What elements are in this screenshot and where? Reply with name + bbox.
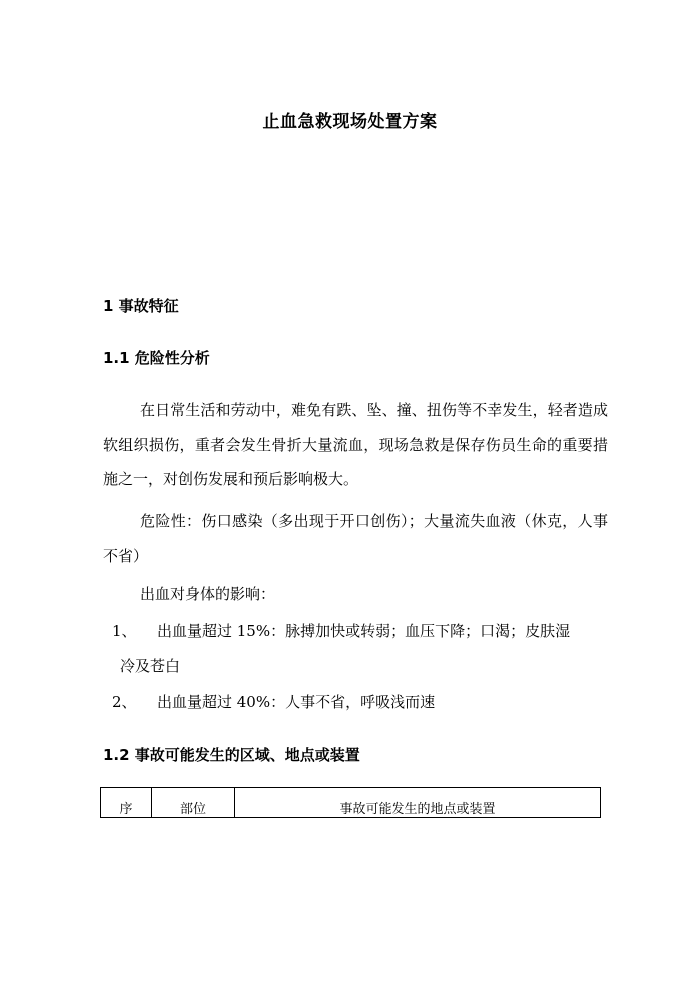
section-1-2-heading: 1.2 事故可能发生的区域、地点或装置 <box>103 746 360 764</box>
hazard-analysis-paragraph: 在日常生活和劳动中，难免有跌、坠、撞、扭伤等不幸发生，轻者造成软组织损伤，重者会发生骨折大量流血，现场急救是保存伤员生命的重要措施之一，对创伤发展和预后影响极大。 <box>103 401 608 488</box>
table-header-index: 序 <box>101 788 152 817</box>
list-item-number: 2、 <box>112 693 137 711</box>
hazard-list-paragraph: 危险性：伤口感染（多出现于开口创伤）；大量流失血液（休克，人事不省） <box>103 512 608 565</box>
table-header-part: 部位 <box>152 788 235 817</box>
list-item-number: 1、 <box>112 622 137 640</box>
list-item-continuation: 冷及苍白 <box>120 656 181 675</box>
list-item <box>112 685 608 720</box>
section-1-1-heading: 1.1 危险性分析 <box>103 349 210 367</box>
section-1-heading: 1 事故特征 <box>103 297 179 315</box>
list-item <box>112 614 608 683</box>
table-header-location: 事故可能发生的地点或装置 <box>339 802 496 817</box>
list-item-text: 出血量超过 15%：脉搏加快或转弱；血压下降；口渴；皮肤湿 <box>157 622 571 640</box>
location-table <box>100 787 601 818</box>
document-title: 止血急救现场处置方案 <box>262 112 438 132</box>
list-item-text: 出血量超过 40%：人事不省，呼吸浅而速 <box>157 693 436 711</box>
bleeding-effects-intro: 出血对身体的影响： <box>140 585 276 603</box>
